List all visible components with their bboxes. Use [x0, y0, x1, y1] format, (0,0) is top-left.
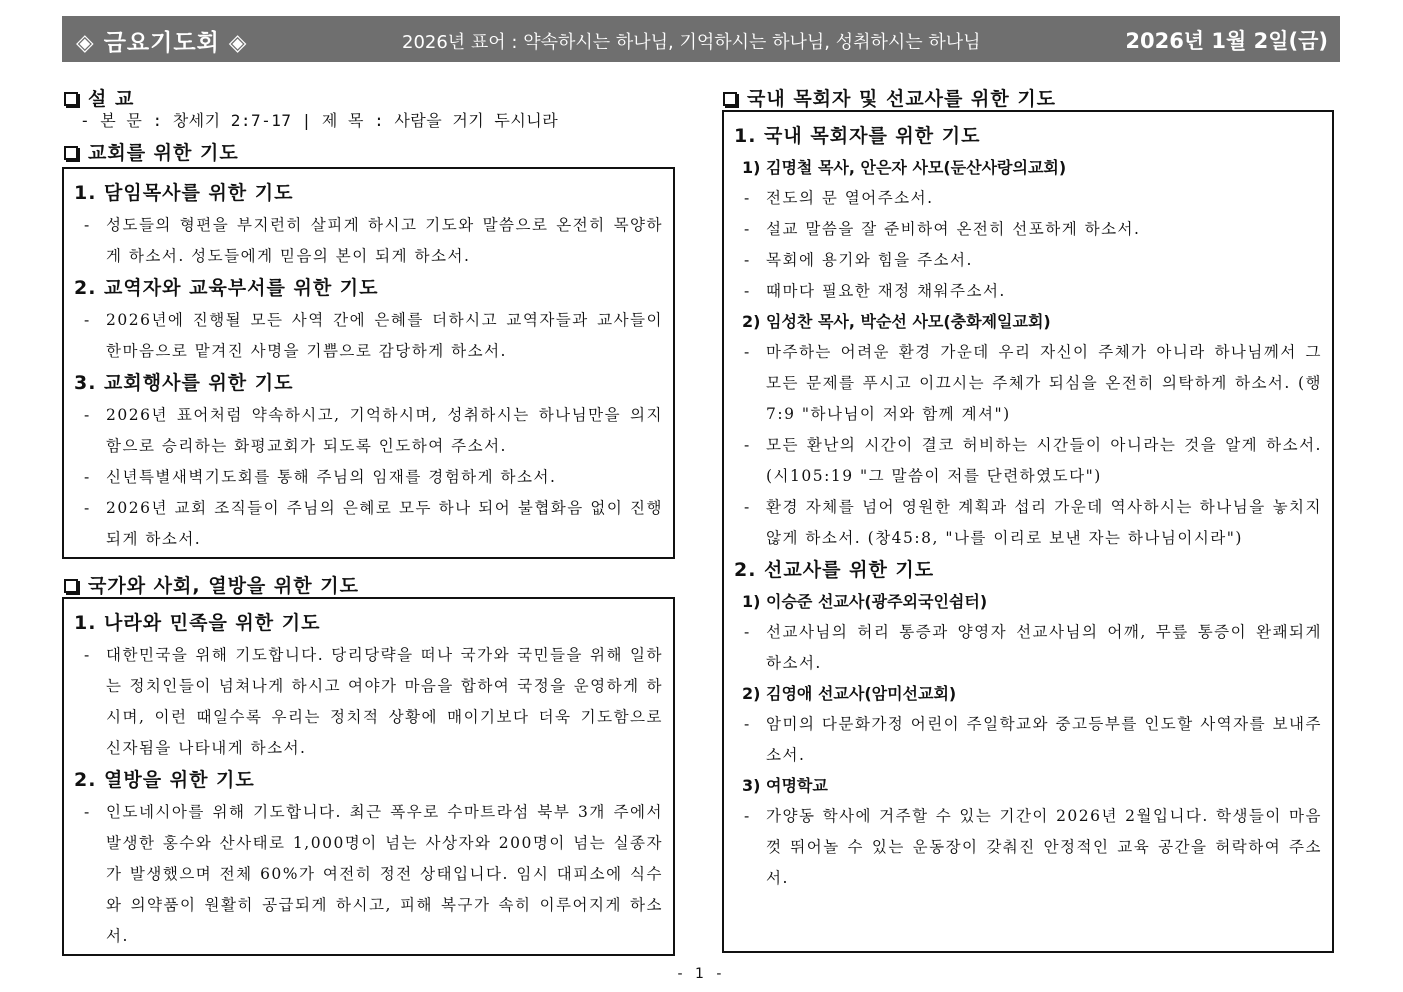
church-item-bullet: - 성도들의 형편을 부지런히 살피게 하시고 기도와 말씀으로 온전히 목양하게 하소서. 성도들에게 믿음의 본이 되게 하소서.	[74, 210, 663, 272]
sermon-heading: 설 교	[64, 84, 134, 111]
missions-section-title: 2. 선교사를 위한 기도	[734, 559, 935, 581]
missions-sub-title: 1) 이승준 선교사(광주외국인쉼터)	[742, 592, 988, 611]
church-item-title: 1. 담임목사를 위한 기도	[74, 182, 294, 204]
checkbox-square-icon	[723, 92, 737, 106]
missions-section-title: 1. 국내 목회자를 위한 기도	[734, 125, 981, 147]
missions-bullet: - 전도의 문 열어주소서.	[734, 183, 1322, 214]
header-bar	[62, 16, 1340, 62]
church-item-bullet: - 신년특별새벽기도회를 통해 주님의 임재를 경험하게 하소서.	[74, 462, 663, 493]
missions-bullet: - 가양동 학사에 거주할 수 있는 기간이 2026년 2월입니다. 학생들이 마음껏 뛰어놀 수 있는 운동장이 갖춰진 안정적인 교육 공간을 허락하여 주소서.	[734, 801, 1322, 894]
missions-heading: 국내 목회자 및 선교사를 위한 기도	[723, 84, 1056, 111]
nation-item-title: 1. 나라와 민족을 위한 기도	[74, 612, 321, 634]
missions-bullet: - 마주하는 어려운 환경 가운데 우리 자신이 주체가 아니라 하나님께서 그 모든 문제를 푸시고 이끄시는 주체가 되심을 온전히 의탁하게 하소서. (행7:9 "하나님이 저와 함께 계셔")	[734, 337, 1322, 430]
page-number: - 1 -	[677, 966, 726, 982]
missions-bullet: - 목회에 용기와 힘을 주소서.	[734, 245, 1322, 276]
missions-bullet: - 설교 말씀을 잘 준비하여 온전히 선포하게 하소서.	[734, 214, 1322, 245]
nation-item-bullet: - 인도네시아를 위해 기도합니다. 최근 폭우로 수마트라섬 북부 3개 주에서 발생한 홍수와 산사태로 1,000명이 넘는 사상자와 200명이 넘는 실종자가 발생했으며 전체 60%가 여전히 정전 상태입니다. 임시 대피소에 식수와 의약품이 원활히 공급되게 하시고, 피해 복구가 속히 이루어지게 하소서.	[74, 797, 663, 952]
checkbox-square-icon	[64, 146, 78, 160]
church-item-bullet: - 2026년에 진행될 모든 사역 간에 은혜를 더하시고 교역자들과 교사들이 한마음으로 맡겨진 사명을 기쁨으로 감당하게 하소서.	[74, 305, 663, 367]
missions-bullet: - 모든 환난의 시간이 결코 허비하는 시간들이 아니라는 것을 알게 하소서. (시105:19 "그 말씀이 저를 단련하였도다")	[734, 430, 1322, 492]
missions-bullet: - 선교사님의 허리 통증과 양영자 선교사님의 어깨, 무릎 통증이 완쾌되게 하소서.	[734, 617, 1322, 679]
nation-item-title: 2. 열방을 위한 기도	[74, 769, 255, 791]
church-item-bullet: - 2026년 교회 조직들이 주님의 은혜로 모두 하나 되어 불협화음 없이 진행되게 하소서.	[74, 493, 663, 555]
church-item-bullet: - 2026년 표어처럼 약속하시고, 기억하시며, 성취하시는 하나님만을 의지함으로 승리하는 화평교회가 되도록 인도하여 주소서.	[74, 400, 663, 462]
church-item-title: 2. 교역자와 교육부서를 위한 기도	[74, 277, 379, 299]
header-motto: 2026년 표어 : 약속하시는 하나님, 기억하시는 하나님, 성취하시는 하나님	[402, 32, 981, 53]
missions-bullet: - 암미의 다문화가정 어린이 주일학교와 중고등부를 인도할 사역자를 보내주소서.	[734, 709, 1322, 771]
missions-sub-title: 1) 김명철 목사, 안은자 사모(둔산사랑의교회)	[742, 158, 1067, 177]
missions-bullet: - 환경 자체를 넘어 영원한 계획과 섭리 가운데 역사하시는 하나님을 놓치지 않게 하소서. (창45:8, "나를 이리로 보낸 자는 하나님이시라")	[734, 492, 1322, 554]
nation-prayer-box	[62, 597, 675, 956]
church-heading: 교회를 위한 기도	[64, 138, 239, 165]
nation-item-bullet: - 대한민국을 위해 기도합니다. 당리당략을 떠나 국가와 국민들을 위해 일하는 정치인들이 넘쳐나게 하시고 여야가 마음을 합하여 국정을 운영하게 하시며, 이런 때일수록 우리는 정치적 상황에 매이기보다 더욱 기도함으로 신자됨을 나타내게 하소서.	[74, 640, 663, 764]
missions-bullet: - 때마다 필요한 재정 채워주소서.	[734, 276, 1322, 307]
checkbox-square-icon	[64, 92, 78, 106]
header-date: 2026년 1월 2일(금)	[1125, 29, 1328, 53]
missions-sub-title: 2) 김영애 선교사(암미선교회)	[742, 684, 957, 703]
header-title: ◈ 금요기도회 ◈	[76, 30, 248, 56]
missions-sub-title: 2) 임성찬 목사, 박순선 사모(충화제일교회)	[742, 312, 1051, 331]
church-prayer-box	[62, 167, 675, 559]
church-item-title: 3. 교회행사를 위한 기도	[74, 372, 294, 394]
nation-heading: 국가와 사회, 열방을 위한 기도	[64, 571, 359, 598]
checkbox-square-icon	[64, 579, 78, 593]
missions-sub-title: 3) 여명학교	[742, 776, 828, 795]
missions-prayer-box	[722, 110, 1334, 953]
sermon-passage-line: - 본 문 : 창세기 2:7-17 | 제 목 : 사람을 거기 두시니라	[80, 111, 559, 130]
